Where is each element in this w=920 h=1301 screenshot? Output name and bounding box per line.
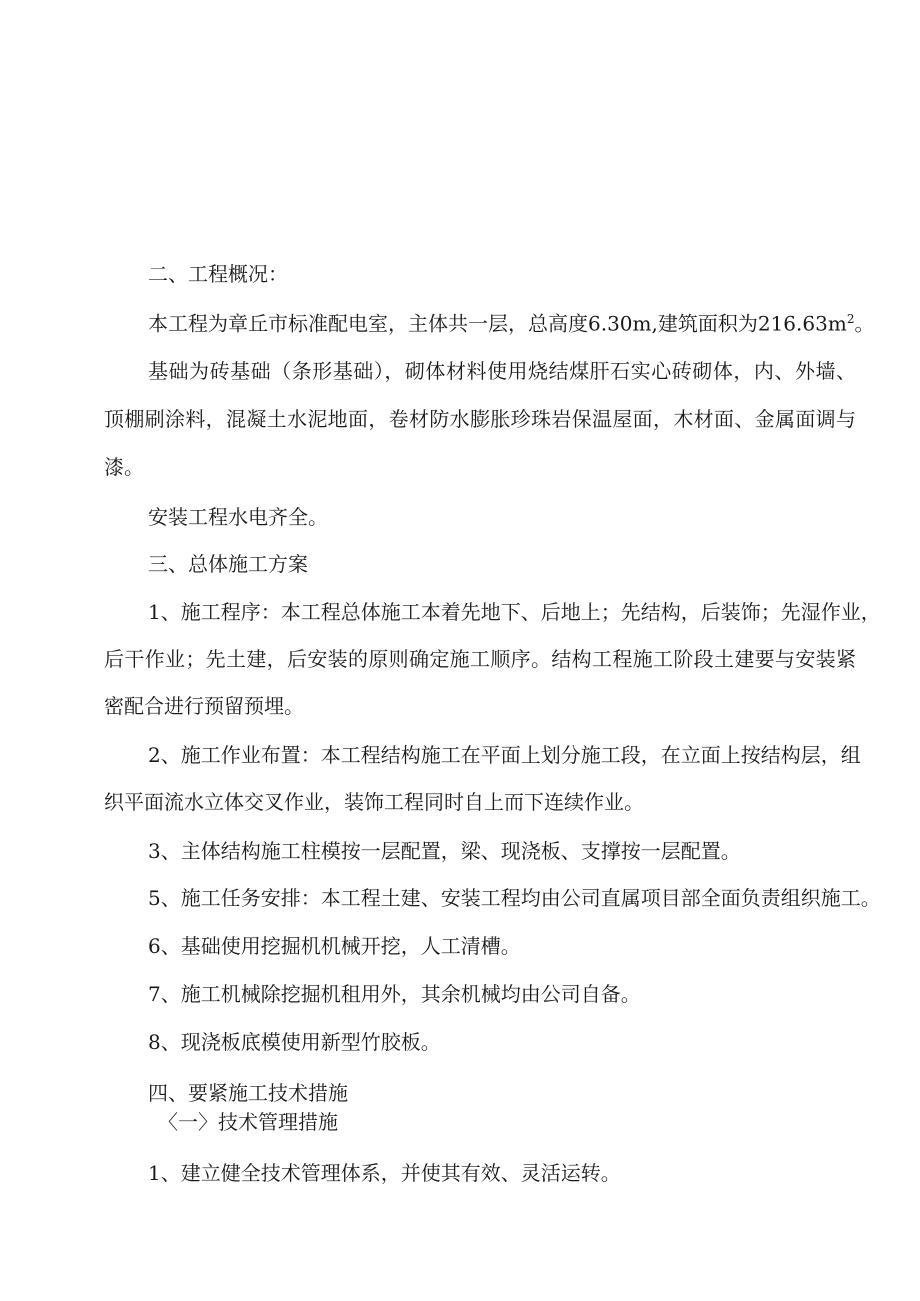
plan-item7: 7、施工机械除挖掘机租用外，其余机械均由公司自备。 [148, 982, 641, 1006]
paragraph-foundation-line3: 漆。 [104, 455, 144, 479]
plan-item1-line2: 后干作业；先土建，后安装的原则确定施工顺序。结构工程施工阶段土建要与安装紧 [104, 647, 856, 671]
paragraph-project-summary [148, 311, 875, 336]
plan-item1-line3: 密配合进行预留预埋。 [104, 694, 304, 718]
plan-item1-line1: 1、施工程序：本工程总体施工本着先地下、后地上；先结构，后装饰；先湿作业， [148, 600, 881, 624]
plan-item2-line1: 2、施工作业布置：本工程结构施工在平面上划分施工段，在立面上按结构层，组 [148, 743, 861, 767]
project-summary-end: 。 [854, 311, 875, 336]
plan-item2-line2: 织平面流水立体交叉作业，装饰工程同时自上而下连续作业。 [104, 790, 644, 814]
area-unit-superscript: 2 [846, 312, 855, 326]
paragraph-installation: 安装工程水电齐全。 [148, 505, 328, 529]
plan-item5: 5、施工任务安排：本工程土建、安装工程均由公司直属项目部全面负责组织施工。 [148, 886, 881, 910]
tech-management-item1: 1、建立健全技术管理体系，并使其有效、灵活运转。 [148, 1161, 621, 1185]
project-summary-text: 本工程为章丘市标准配电室，主体共一层，总高度6.30m,建筑面积为216.63m [148, 311, 847, 336]
section-heading-measures: 四、要紧施工技术措施 [148, 1081, 348, 1105]
paragraph-foundation-line2: 顶棚刷涂料，混凝土水泥地面，卷材防水膨胀珍珠岩保温屋面，木材面、金属面调与 [104, 407, 856, 431]
section-heading-plan: 三、总体施工方案 [148, 552, 308, 576]
section-heading-overview: 二、工程概况： [148, 262, 288, 286]
plan-item3: 3、主体结构施工柱模按一层配置，梁、现浇板、支撑按一层配置。 [148, 839, 741, 863]
subsection-heading-tech-management: 〈一〉技术管理措施 [158, 1110, 338, 1134]
paragraph-foundation-line1: 基础为砖基础（条形基础），砌体材料使用烧结煤肝石实心砖砌体，内、外墙、 [148, 359, 856, 383]
plan-item6: 6、基础使用挖掘机机械开挖，人工清槽。 [148, 934, 521, 958]
plan-item8: 8、现浇板底模使用新型竹胶板。 [148, 1030, 441, 1054]
